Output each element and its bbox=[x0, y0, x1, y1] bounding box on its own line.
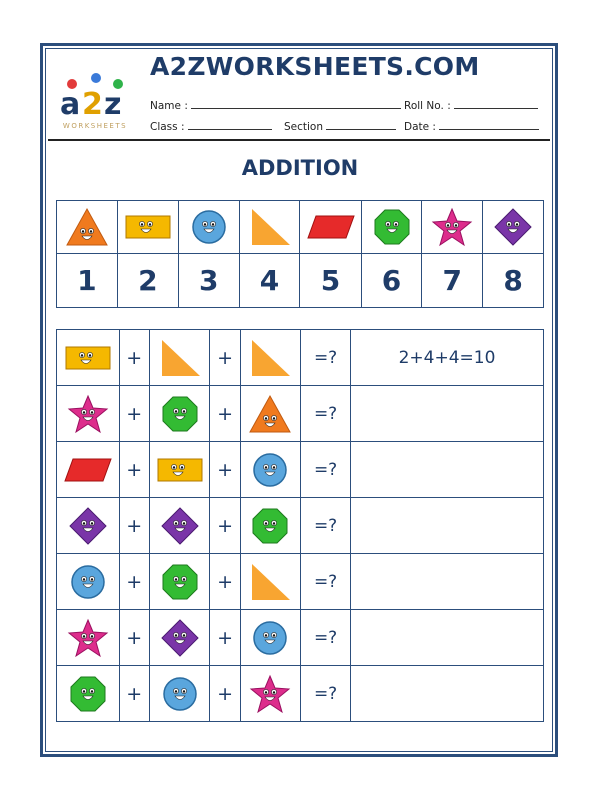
section-field[interactable] bbox=[284, 119, 396, 133]
addend-cell bbox=[57, 554, 120, 610]
right-triangle-icon bbox=[158, 338, 202, 378]
diamond-icon bbox=[66, 506, 110, 546]
right-triangle-icon bbox=[248, 207, 292, 247]
answer-cell[interactable] bbox=[351, 554, 544, 610]
roll-field[interactable] bbox=[404, 98, 538, 112]
addend-cell bbox=[149, 666, 210, 722]
addend-cell bbox=[149, 498, 210, 554]
class-blank[interactable] bbox=[188, 119, 272, 130]
table-row bbox=[57, 386, 544, 442]
circle-icon bbox=[158, 674, 202, 714]
parallelogram-icon bbox=[63, 455, 113, 485]
svg-text:z: z bbox=[104, 87, 122, 122]
name-field[interactable] bbox=[150, 98, 401, 112]
equals-sign: =? bbox=[301, 442, 351, 498]
answer-cell[interactable] bbox=[351, 498, 544, 554]
answer-cell[interactable]: 2+4+4=10 bbox=[351, 330, 544, 386]
rectangle-icon bbox=[64, 343, 112, 373]
triangle-icon bbox=[65, 207, 109, 247]
addend-cell bbox=[240, 386, 300, 442]
circle-icon bbox=[187, 207, 231, 247]
circle-icon bbox=[66, 562, 110, 602]
roll-label: Roll No. : bbox=[404, 100, 451, 112]
addend-cell bbox=[57, 610, 120, 666]
site-logo bbox=[52, 70, 138, 132]
plus-sign: + bbox=[119, 442, 149, 498]
octagon-icon bbox=[158, 562, 202, 602]
svg-text:2: 2 bbox=[82, 87, 103, 122]
plus-sign: + bbox=[119, 610, 149, 666]
svg-text:a: a bbox=[60, 87, 81, 122]
key-shape-cell bbox=[178, 201, 239, 254]
addend-cell bbox=[240, 330, 300, 386]
addend-cell bbox=[240, 498, 300, 554]
octagon-icon bbox=[66, 674, 110, 714]
plus-sign: + bbox=[210, 442, 240, 498]
octagon-icon bbox=[248, 506, 292, 546]
date-blank[interactable] bbox=[439, 119, 539, 130]
equals-sign: =? bbox=[301, 330, 351, 386]
circle-icon bbox=[248, 618, 292, 658]
triangle-icon bbox=[248, 394, 292, 434]
answer-cell[interactable] bbox=[351, 442, 544, 498]
key-shape-cell bbox=[361, 201, 422, 254]
date-field[interactable] bbox=[404, 119, 539, 133]
equals-sign: =? bbox=[301, 610, 351, 666]
equals-sign: =? bbox=[301, 666, 351, 722]
plus-sign: + bbox=[119, 666, 149, 722]
star-icon bbox=[66, 618, 110, 658]
diamond-icon bbox=[158, 506, 202, 546]
header-divider bbox=[48, 139, 550, 141]
table-row bbox=[57, 666, 544, 722]
key-shape-cell bbox=[483, 201, 544, 254]
addend-cell bbox=[57, 442, 120, 498]
addend-cell bbox=[57, 666, 120, 722]
plus-sign: + bbox=[210, 554, 240, 610]
addend-cell bbox=[57, 386, 120, 442]
right-triangle-icon bbox=[248, 562, 292, 602]
rectangle-icon bbox=[124, 212, 172, 242]
parallelogram-icon bbox=[306, 212, 356, 242]
name-label: Name : bbox=[150, 100, 188, 112]
addend-cell bbox=[57, 498, 120, 554]
addend-cell bbox=[149, 442, 210, 498]
answer-cell[interactable] bbox=[351, 610, 544, 666]
addend-cell bbox=[240, 442, 300, 498]
diamond-icon bbox=[491, 207, 535, 247]
key-number-cell: 7 bbox=[422, 254, 483, 308]
answer-cell[interactable] bbox=[351, 666, 544, 722]
shape-key-table bbox=[56, 200, 544, 308]
octagon-icon bbox=[158, 394, 202, 434]
plus-sign: + bbox=[119, 386, 149, 442]
addend-cell bbox=[149, 554, 210, 610]
plus-sign: + bbox=[210, 330, 240, 386]
star-icon bbox=[66, 394, 110, 434]
key-shape-cell bbox=[422, 201, 483, 254]
key-number-cell: 1 bbox=[57, 254, 118, 308]
diamond-icon bbox=[158, 618, 202, 658]
date-label: Date : bbox=[404, 121, 436, 133]
plus-sign: + bbox=[119, 554, 149, 610]
rectangle-icon bbox=[156, 455, 204, 485]
equals-sign: =? bbox=[301, 386, 351, 442]
star-icon bbox=[430, 207, 474, 247]
octagon-icon bbox=[370, 207, 414, 247]
addend-cell bbox=[149, 330, 210, 386]
key-shape-cell bbox=[300, 201, 361, 254]
star-icon bbox=[248, 674, 292, 714]
table-row bbox=[57, 442, 544, 498]
table-row bbox=[57, 498, 544, 554]
table-row bbox=[57, 330, 544, 386]
right-triangle-icon bbox=[248, 338, 292, 378]
svg-text:WORKSHEETS: WORKSHEETS bbox=[62, 122, 128, 130]
plus-sign: + bbox=[210, 610, 240, 666]
plus-sign: + bbox=[210, 498, 240, 554]
key-shape-cell bbox=[57, 201, 118, 254]
section-label: Section bbox=[284, 121, 324, 133]
addend-cell bbox=[240, 554, 300, 610]
addend-cell bbox=[240, 666, 300, 722]
answer-cell[interactable] bbox=[351, 386, 544, 442]
key-number-cell: 5 bbox=[300, 254, 361, 308]
plus-sign: + bbox=[210, 666, 240, 722]
roll-blank[interactable] bbox=[454, 98, 538, 109]
class-field[interactable] bbox=[150, 119, 272, 133]
plus-sign: + bbox=[119, 330, 149, 386]
key-shape-cell bbox=[117, 201, 178, 254]
site-title: A2ZWORKSHEETS.COM bbox=[150, 52, 480, 81]
table-row bbox=[57, 610, 544, 666]
plus-sign: + bbox=[210, 386, 240, 442]
equals-sign: =? bbox=[301, 498, 351, 554]
key-number-cell: 4 bbox=[239, 254, 300, 308]
key-shape-cell bbox=[239, 201, 300, 254]
addend-cell bbox=[149, 610, 210, 666]
key-number-cell: 6 bbox=[361, 254, 422, 308]
addend-cell bbox=[240, 610, 300, 666]
plus-sign: + bbox=[119, 498, 149, 554]
table-row bbox=[57, 554, 544, 610]
addend-cell bbox=[57, 330, 120, 386]
name-blank[interactable] bbox=[191, 98, 401, 109]
page-title: ADDITION bbox=[241, 156, 359, 180]
addition-table bbox=[56, 329, 544, 722]
key-number-cell: 3 bbox=[178, 254, 239, 308]
section-blank[interactable] bbox=[326, 119, 396, 130]
equals-sign: =? bbox=[301, 554, 351, 610]
circle-icon bbox=[248, 450, 292, 490]
addend-cell bbox=[149, 386, 210, 442]
key-number-cell: 2 bbox=[117, 254, 178, 308]
key-number-cell: 8 bbox=[483, 254, 544, 308]
class-label: Class : bbox=[150, 121, 185, 133]
